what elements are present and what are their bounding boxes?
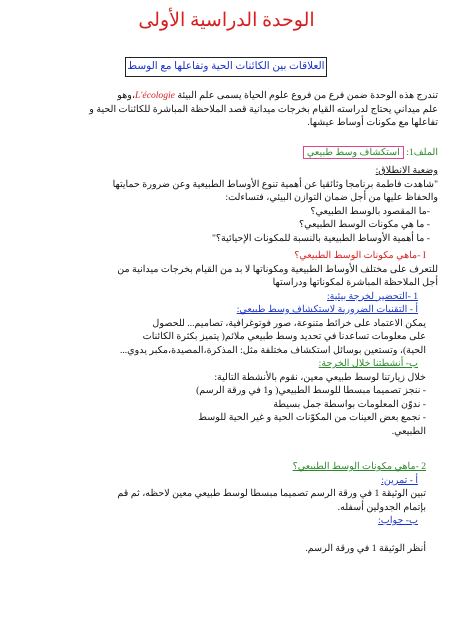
intro-line-1-b: ،وهو xyxy=(117,90,136,101)
section-1-heading: I -ماهي مكونات الوسط الطبيعي؟ xyxy=(294,250,426,261)
intro-line-3: تفاعلها مع مكونات أوساط عيشها. xyxy=(307,117,438,128)
activity-1: - ننجز تصميما مبسطا للوسط الطبيعي( و1 في ورقة الرسم) xyxy=(196,385,426,396)
question-2: - ما هي مكونات الوسط الطبيعي؟ xyxy=(299,219,430,230)
subsection-1-heading: 1 -التحضير لخرجة بيئية: xyxy=(326,290,418,302)
ecology-term: L'écologie xyxy=(135,90,175,101)
intro-paragraph xyxy=(18,89,438,130)
situation-heading: وضعية الانطلاق: xyxy=(375,165,438,176)
file-name: استكشاف وسط طبيعي xyxy=(303,146,404,159)
exercise-line-1: تبين الوثيقة 1 في ورقة الرسم تصميما مبسطا لوسط طبيعي معين لاحظه، ثم قم xyxy=(117,488,426,499)
subsection-a-line-1: يمكن الاعتماد على خرائط متنوعة، صور فوتوغرافية، تصاميم... للحصول xyxy=(152,317,426,329)
subsection-b-heading: ب- أنشطتنا خلال الخرجة: xyxy=(318,358,418,369)
exercise-heading: أ - تمرين: xyxy=(381,474,418,486)
question-1: -ما المقصود بالوسط الطبيعي؟ xyxy=(310,205,430,217)
intro-line-1-a: تندرج هذه الوحدة ضمن فرع من فروع علوم الحياة يسمى علم البيئة xyxy=(177,90,438,101)
section-2-heading: 2 -ماهي مكونات الوسط الطبيعي؟ xyxy=(292,461,426,472)
section-1 xyxy=(18,249,438,438)
activity-3: - نجمع بعض العينات من المكوّنات الحية و غير الحية للوسط xyxy=(198,412,426,423)
subsection-a-line-3: الحية)، وتستعين بوسائل استكشاف مختلفة مثل: المذكرة،المصيدة،مكبر يدوي... xyxy=(119,344,426,356)
file-heading xyxy=(18,146,438,160)
subsection-a-line-2: على معلومات تساعدنا في تحديد وسط طبيعي ملائم( يتميز بكثرة الكائنات xyxy=(142,331,426,342)
activity-3-cont: الطبيعي. xyxy=(391,425,426,437)
answer-heading: ب- جواب: xyxy=(378,515,418,526)
answer-text: أنظر الوثيقة 1 في ورقة الرسم. xyxy=(305,542,426,554)
subsection-a-heading: أ - التقنيات الضرورية لاستكشاف وسط طبيعي: xyxy=(236,304,418,315)
intro-line-2: علم ميداني يحتاج لدراسته القيام بخرجات ميدانية قصد الملاحظة المباشرة للكائنات الحية و xyxy=(89,103,438,115)
situation-line-1: "شاهدت فاطمة برنامجا وثائقيا عن أهمية تنوع الأوساط الطبيعية وعن ضرورة حمايتها xyxy=(112,178,438,190)
situation-block xyxy=(18,164,438,245)
file-label: الملف1: xyxy=(406,147,438,158)
section-1-line-1: للتعرف على مختلف الأوساط الطبيعية ومكوناتها لا بد من القيام بخرجات ميدانية من xyxy=(117,263,438,275)
intro-line-1 xyxy=(18,89,438,103)
situation-line-2: والحفاظ عليها من أجل ضمان التوازن البيئي، فتساءلت: xyxy=(225,192,438,203)
section-1-line-2: أجل الملاحظة المباشرة لمكوناتها ودراستها xyxy=(272,277,438,288)
exercise-line-2: بإتمام الجدولين أسفله. xyxy=(337,501,426,513)
subsection-b-intro: خلال زيارتنا لوسط طبيعي معين، نقوم بالأنشطة التالية: xyxy=(214,371,426,383)
unit-subtitle: العلاقات بين الكائنات الحية وتفاعلها مع الوسط xyxy=(125,57,327,77)
page-title: الوحدة الدراسية الأولى xyxy=(138,10,315,31)
section-2 xyxy=(18,460,438,555)
activity-2: - ندوّن المعلومات بواسطة جمل بسيطة xyxy=(273,398,426,410)
question-3: - ما أهمية الأوساط الطبيعية بالنسبة للمكونات الإحيائية؟" xyxy=(211,232,430,244)
